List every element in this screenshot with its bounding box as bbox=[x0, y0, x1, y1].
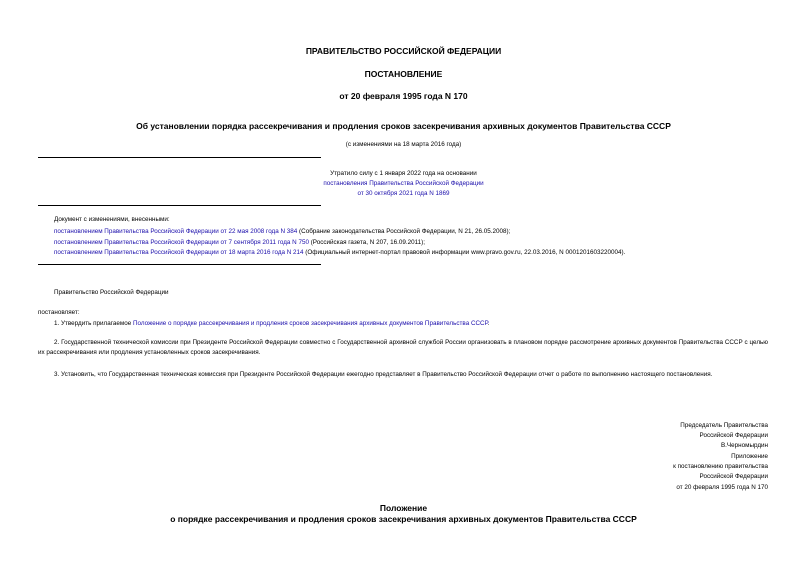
paragraph-1 bbox=[54, 320, 489, 327]
decides: постановляет: bbox=[38, 309, 80, 316]
appendix-date: от 20 февраля 1995 года N 170 bbox=[676, 484, 768, 491]
signature-name: В.Черномырдин bbox=[720, 442, 768, 449]
change-source: (Российская газета, N 207, 16.09.2011); bbox=[308, 239, 425, 246]
divider bbox=[38, 205, 321, 206]
paragraph-1-suffix: . bbox=[487, 320, 490, 327]
issuer: Правительство Российской Федерации bbox=[54, 289, 169, 296]
change-source: (Официальный интернет-портал правовой информации www.pravo.gov.ru, 22.03.2016, N 0001201603220004). bbox=[303, 249, 626, 256]
appendix-org: Российской Федерации bbox=[699, 473, 768, 480]
change-item bbox=[54, 228, 510, 235]
signature-org: Российской Федерации bbox=[699, 432, 768, 439]
appendix-label: Приложение bbox=[731, 453, 768, 460]
regulation-title: Положение bbox=[379, 503, 428, 513]
change-source: (Собрание законодательства Российской Федерации, N 21, 26.05.2008); bbox=[297, 228, 511, 235]
change-item bbox=[54, 249, 625, 256]
paragraph-3: 3. Установить, что Государственная техническая комиссия при Президенте Российской Федерации ежегодно представляет в Правительство Российской Федерации отчет о работе по выполнению настоящего постановления. bbox=[54, 371, 713, 378]
change-link[interactable]: постановлением Правительства Российской Федерации от 7 сентября 2011 года N 750 bbox=[54, 239, 309, 246]
expiry-link-date[interactable]: от 30 октября 2021 года N 1869 bbox=[357, 190, 450, 197]
document-type: ПОСТАНОВЛЕНИЕ bbox=[364, 69, 443, 79]
paragraph-1-prefix: 1. Утвердить прилагаемое bbox=[54, 320, 133, 327]
government-heading: ПРАВИТЕЛЬСТВО РОССИЙСКОЙ ФЕДЕРАЦИИ bbox=[305, 46, 502, 56]
document-date-number: от 20 февраля 1995 года N 170 bbox=[339, 91, 468, 101]
expiry-text: Утратило силу с 1 января 2022 года на основании bbox=[330, 170, 477, 177]
appendix-ref: к постановлению правительства bbox=[673, 463, 768, 470]
changes-intro: Документ с изменениями, внесенными: bbox=[54, 216, 170, 223]
signature-title: Председатель Правительства bbox=[680, 422, 768, 429]
paragraph-2: 2. Государственной технической комиссии при Президенте Российской Федерации совместно с Государственной архивной службой России организовать в плановом порядке рассмотрение архивных документов Правительства СССР с целью их рассекречивания или продления установленных сроков засекречивания. bbox=[38, 339, 768, 356]
change-item bbox=[54, 239, 425, 246]
change-link[interactable]: постановлением Правительства Российской Федерации от 22 мая 2008 года N 384 bbox=[54, 228, 298, 235]
document-title: Об установлении порядка рассекречивания и продления сроков засекречивания архивных документов Правительства СССР bbox=[136, 121, 671, 131]
divider bbox=[38, 264, 321, 265]
expiry-link[interactable]: постановления Правительства Российской Федерации bbox=[323, 180, 484, 187]
divider bbox=[38, 157, 321, 158]
change-link[interactable]: постановлением Правительства Российской Федерации от 18 марта 2016 года N 214 bbox=[54, 249, 304, 256]
amendments-note: (с изменениями на 18 марта 2016 года) bbox=[345, 141, 462, 148]
regulation-subtitle: о порядке рассекречивания и продления сроков засекречивания архивных документов Правительства СССР bbox=[170, 514, 637, 524]
regulation-link[interactable]: Положение о порядке рассекречивания и продления сроков засекречивания архивных документов Правительства СССР bbox=[132, 320, 488, 327]
